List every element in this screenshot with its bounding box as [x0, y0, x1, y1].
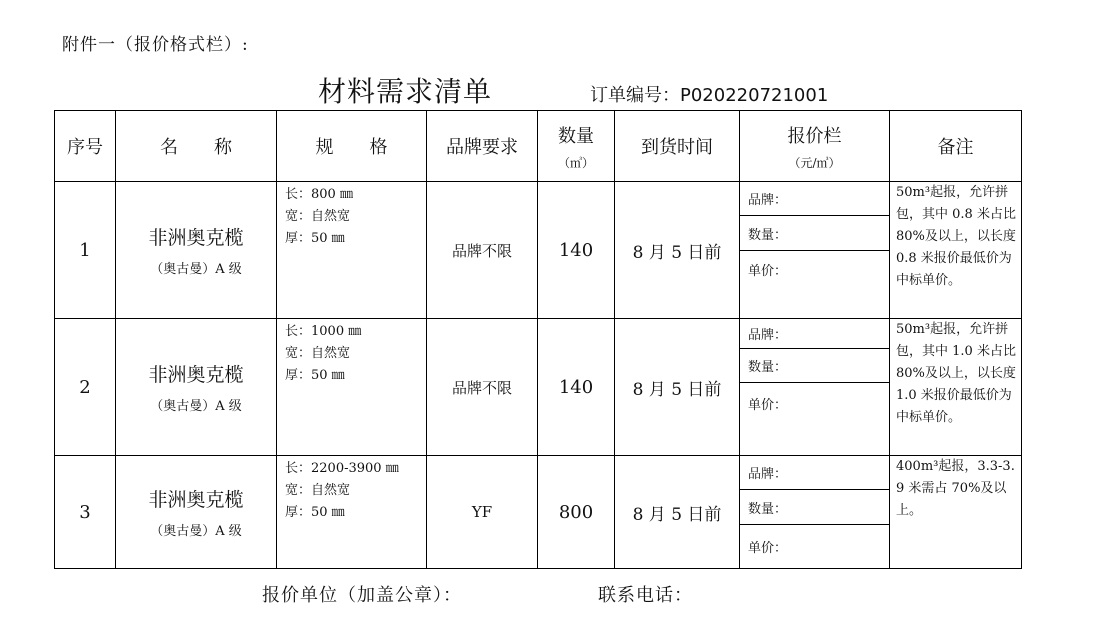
spec-thickness: 厚：50 ㎜: [285, 231, 345, 246]
row-quantity: 140: [538, 182, 615, 319]
header-quote-label: 报价栏: [787, 125, 842, 147]
spec-thickness: 厚：50 ㎜: [285, 505, 345, 520]
header-remark: 备注: [890, 111, 1022, 182]
spec-length: 长：2200-3900 ㎜: [285, 461, 399, 476]
row-material: [116, 319, 277, 456]
spec-width: 宽：自然宽: [285, 483, 351, 498]
row-quote-fields: [740, 319, 890, 456]
spec-length: 长：1000 ㎜: [285, 324, 362, 339]
table-row: [55, 456, 1022, 569]
material-grade: （奥古曼）A 级: [150, 399, 242, 414]
appendix-label: 附件一（报价格式栏）:: [62, 35, 249, 55]
quote-brand-field[interactable]: 品牌：: [740, 456, 889, 490]
spec-thickness: 厚：50 ㎜: [285, 368, 345, 383]
row-spec: [277, 182, 427, 319]
row-material: [116, 456, 277, 569]
quote-brand-field[interactable]: 品牌：: [740, 182, 889, 216]
header-quantity-unit: （㎥）: [557, 155, 594, 170]
header-seq: 序号: [55, 111, 116, 182]
material-grade: （奥古曼）A 级: [150, 262, 242, 277]
quote-unit-price-field[interactable]: 单价：: [748, 263, 788, 279]
quote-unit-seal-label: 报价单位（加盖公章）：: [262, 585, 462, 606]
quote-brand-field[interactable]: 品牌：: [740, 319, 889, 349]
row-spec: [277, 456, 427, 569]
row-remark: 400m³起报，3.3-3.9 米需占 70%及以上。: [890, 456, 1022, 569]
table-row: [55, 319, 1022, 456]
row-seq: 3: [55, 456, 116, 569]
quote-quantity-field[interactable]: 数量：: [740, 216, 889, 251]
spec-width: 宽：自然宽: [285, 346, 351, 361]
material-name: 非洲奥克榄: [148, 364, 244, 386]
header-quote: [740, 111, 890, 182]
order-number: 订单编号：P020220721001: [590, 85, 829, 106]
row-quote-fields: [740, 182, 890, 319]
table-row: [55, 182, 1022, 319]
header-quote-unit: （元/㎥）: [788, 155, 841, 170]
row-brand-requirement: 品牌不限: [427, 182, 538, 319]
material-grade: （奥古曼）A 级: [150, 524, 242, 539]
spec-length: 长：800 ㎜: [285, 187, 353, 202]
quote-unit-price-field[interactable]: 单价：: [748, 397, 788, 413]
quote-unit-price-field[interactable]: 单价：: [748, 540, 788, 556]
quote-quantity-field[interactable]: 数量：: [740, 490, 889, 525]
row-quantity: 140: [538, 319, 615, 456]
header-brand-requirement: 品牌要求: [427, 111, 538, 182]
header-spec: 规 格: [277, 111, 427, 182]
row-seq: 1: [55, 182, 116, 319]
row-seq: 2: [55, 319, 116, 456]
row-quote-fields: [740, 456, 890, 569]
quote-quantity-field[interactable]: 数量：: [740, 349, 889, 383]
row-remark: 50m³起报，允许拼包，其中 1.0 米占比 80%及以上，以长度 1.0 米报价最低价为中标单价。: [890, 319, 1022, 456]
header-quantity: [538, 111, 615, 182]
row-delivery: 8 月 5 日前: [615, 319, 740, 456]
header-row: [55, 111, 1022, 182]
header-quantity-label: 数量: [558, 125, 594, 147]
row-brand-requirement: 品牌不限: [427, 319, 538, 456]
spec-width: 宽：自然宽: [285, 209, 351, 224]
row-quantity: 800: [538, 456, 615, 569]
header-delivery: 到货时间: [615, 111, 740, 182]
material-name: 非洲奥克榄: [148, 489, 244, 511]
header-name: 名 称: [116, 111, 277, 182]
row-delivery: 8 月 5 日前: [615, 456, 740, 569]
row-delivery: 8 月 5 日前: [615, 182, 740, 319]
row-brand-requirement: YF: [427, 456, 538, 569]
material-name: 非洲奥克榄: [148, 227, 244, 249]
document-title: 材料需求清单: [318, 75, 493, 108]
row-material: [116, 182, 277, 319]
material-table: [54, 110, 1022, 569]
row-spec: [277, 319, 427, 456]
row-remark: 50m³起报，允许拼包，其中 0.8 米占比 80%及以上，以长度 0.8 米报价最低价为中标单价。: [890, 182, 1022, 319]
contact-phone-label: 联系电话：: [598, 585, 693, 606]
